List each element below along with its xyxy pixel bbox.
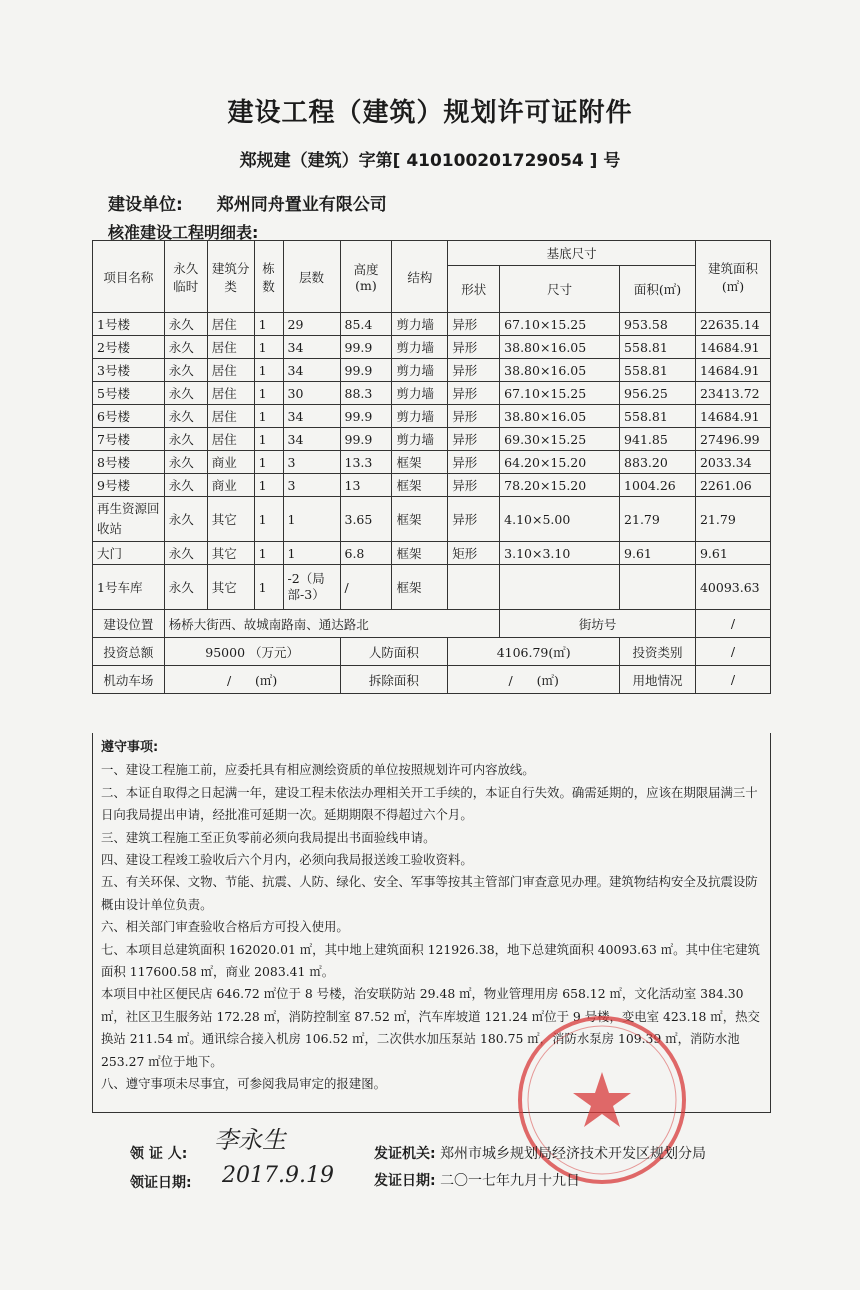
- header-struct: 结构: [392, 241, 448, 313]
- project-detail-table: [92, 240, 771, 694]
- cell-name: 7号楼: [93, 428, 165, 451]
- cell-name: 3号楼: [93, 359, 165, 382]
- cell-floors: 34: [283, 359, 340, 382]
- cell-name: 2号楼: [93, 336, 165, 359]
- cell-shape: 异形: [448, 313, 500, 336]
- header-shape: 形状: [448, 266, 500, 313]
- table-row: [93, 359, 771, 382]
- cell-shape: 异形: [448, 382, 500, 405]
- cell-shape: 异形: [448, 336, 500, 359]
- cell-floors: -2（局部-3）: [283, 565, 340, 610]
- cell-total: 21.79: [695, 497, 770, 542]
- cell-size: 4.10×5.00: [500, 497, 620, 542]
- cell-height: 3.65: [340, 497, 392, 542]
- cell-area: 956.25: [620, 382, 696, 405]
- cell-perm: 永久: [164, 382, 207, 405]
- cell-area: 558.81: [620, 405, 696, 428]
- cell-area: 941.85: [620, 428, 696, 451]
- cell-cat: 居住: [207, 405, 254, 428]
- cell-height: 6.8: [340, 542, 392, 565]
- builder-line: [108, 190, 387, 215]
- rule-item: 本项目中社区便民店 646.72 ㎡位于 8 号楼，治安联防站 29.48 ㎡，物业管理用房 658.12 ㎡，文化活动室 384.30 ㎡，社区卫生服务站 172.28 ㎡，消防控制室 87.52 ㎡，汽车库坡道 121.24 ㎡位于 9 号楼，变电室 423.18 ㎡，热交换站 211.54 ㎡。通讯综合接入机房 106.52 ㎡，二次供水加压泵站 180.75 ㎡，消防水泵房 109.39 ㎡，消防水池 253.27 ㎡位于地下。: [101, 986, 760, 1069]
- cell-floors: 3: [283, 474, 340, 497]
- cell-struct: 框架: [392, 565, 448, 610]
- cell-size: 38.80×16.05: [500, 405, 620, 428]
- table-title: 核准建设工程明细表:: [108, 223, 259, 242]
- cell-total: 27496.99: [695, 428, 770, 451]
- table-row: [93, 336, 771, 359]
- cell-total: 2261.06: [695, 474, 770, 497]
- cell-perm: 永久: [164, 359, 207, 382]
- invest-type-value: /: [695, 638, 770, 666]
- cell-area: 558.81: [620, 336, 696, 359]
- cell-size: [500, 565, 620, 610]
- cell-area: [620, 565, 696, 610]
- cell-bldg: 1: [254, 405, 283, 428]
- cell-total: 22635.14: [695, 313, 770, 336]
- cell-area: 883.20: [620, 451, 696, 474]
- document-title: 建设工程（建筑）规划许可证附件: [227, 98, 633, 128]
- cell-shape: 异形: [448, 405, 500, 428]
- table-row: [93, 405, 771, 428]
- location-label: 建设位置: [93, 610, 165, 638]
- cell-perm: 永久: [164, 405, 207, 428]
- cell-name: 6号楼: [93, 405, 165, 428]
- cell-name: 大门: [93, 542, 165, 565]
- header-cat: 建筑分类: [207, 241, 254, 313]
- official-seal-icon: [512, 1010, 692, 1190]
- header-row: [93, 241, 771, 266]
- cell-cat: 其它: [207, 497, 254, 542]
- cell-total: 9.61: [695, 542, 770, 565]
- receiver-line: [130, 1143, 187, 1163]
- receiver-label: 领 证 人:: [130, 1146, 188, 1162]
- cell-cat: 居住: [207, 428, 254, 451]
- cell-name: 5号楼: [93, 382, 165, 405]
- info-row: [93, 610, 771, 638]
- cell-bldg: 1: [254, 359, 283, 382]
- cell-perm: 永久: [164, 565, 207, 610]
- rule-item: 八、遵守事项未尽事宜，可参阅我局审定的报建图。: [101, 1076, 386, 1092]
- location-value: 杨桥大街西、故城南路南、通达路北: [164, 610, 499, 638]
- cell-name: 9号楼: [93, 474, 165, 497]
- cell-height: /: [340, 565, 392, 610]
- cell-bldg: 1: [254, 474, 283, 497]
- header-bldg: 栋数: [254, 241, 283, 313]
- cell-size: 38.80×16.05: [500, 359, 620, 382]
- cell-area: 558.81: [620, 359, 696, 382]
- table-row: [93, 542, 771, 565]
- cell-size: 38.80×16.05: [500, 336, 620, 359]
- cell-height: 13.3: [340, 451, 392, 474]
- cell-shape: 矩形: [448, 542, 500, 565]
- receive-date-label: 领证日期:: [130, 1175, 192, 1191]
- cell-struct: 框架: [392, 497, 448, 542]
- invest-type-label: 投资类别: [620, 638, 696, 666]
- civil-label: 人防面积: [340, 638, 448, 666]
- header-name: 项目名称: [93, 241, 165, 313]
- cell-name: 1号楼: [93, 313, 165, 336]
- rule-item: 四、建设工程竣工验收后六个月内，必须向我局报送竣工验收资料。: [101, 852, 473, 868]
- document-number: 郑规建（建筑）字第[ 410100201729054 ] 号: [239, 151, 621, 171]
- cell-floors: 3: [283, 451, 340, 474]
- info-row: [93, 666, 771, 694]
- cell-bldg: 1: [254, 336, 283, 359]
- info-row: [93, 638, 771, 666]
- issue-date-label: 发证日期:: [374, 1173, 436, 1189]
- cell-struct: 剪力墙: [392, 405, 448, 428]
- demolish-amount: /: [508, 672, 513, 688]
- cell-floors: 29: [283, 313, 340, 336]
- cell-struct: 剪力墙: [392, 382, 448, 405]
- cell-bldg: 1: [254, 428, 283, 451]
- civil-value: 4106.79(㎡): [448, 638, 620, 666]
- cell-struct: 剪力墙: [392, 359, 448, 382]
- header-total: 建筑面积(㎡): [695, 241, 770, 313]
- cell-shape: 异形: [448, 359, 500, 382]
- table-row: [93, 497, 771, 542]
- table-row: [93, 428, 771, 451]
- demolish-unit: (㎡): [536, 672, 559, 688]
- receiver-signature: 李永生: [214, 1126, 286, 1154]
- cell-bldg: 1: [254, 565, 283, 610]
- cell-area: 21.79: [620, 497, 696, 542]
- header-height: 高度(m): [340, 241, 392, 313]
- cell-size: 64.20×15.20: [500, 451, 620, 474]
- table-row: [93, 382, 771, 405]
- header-area: 面积(㎡): [620, 266, 696, 313]
- cell-cat: 商业: [207, 451, 254, 474]
- cell-size: 78.20×15.20: [500, 474, 620, 497]
- builder-name: 郑州同舟置业有限公司: [216, 195, 387, 215]
- cell-name: 8号楼: [93, 451, 165, 474]
- cell-struct: 剪力墙: [392, 336, 448, 359]
- cell-height: 99.9: [340, 336, 392, 359]
- header-size: 尺寸: [500, 266, 620, 313]
- cell-struct: 剪力墙: [392, 428, 448, 451]
- cell-size: 67.10×15.25: [500, 382, 620, 405]
- cell-total: 14684.91: [695, 359, 770, 382]
- cell-perm: 永久: [164, 428, 207, 451]
- rule-item: 七、本项目总建筑面积 162020.01 ㎡，其中地上建筑面积 121926.38，地下总建筑面积 40093.63 ㎡。其中住宅建筑面积 117600.58 ㎡，商业 2083.41 ㎡。: [101, 941, 760, 980]
- parking-value: [164, 666, 340, 694]
- cell-struct: 剪力墙: [392, 313, 448, 336]
- demolish-value: [448, 666, 620, 694]
- cell-total: 23413.72: [695, 382, 770, 405]
- cell-area: 1004.26: [620, 474, 696, 497]
- cell-floors: 34: [283, 428, 340, 451]
- cell-name: 再生资源回收站: [93, 497, 165, 542]
- street-label: 街坊号: [500, 610, 696, 638]
- cell-cat: 居住: [207, 359, 254, 382]
- cell-total: 14684.91: [695, 336, 770, 359]
- parking-label: 机动车场: [93, 666, 165, 694]
- table-row: [93, 565, 771, 610]
- cell-size: 69.30×15.25: [500, 428, 620, 451]
- issuer-name: 郑州市城乡规划局经济技术开发区规划分局: [440, 1146, 707, 1162]
- cell-perm: 永久: [164, 474, 207, 497]
- rules-heading: 遵守事项:: [101, 740, 159, 755]
- cell-height: 88.3: [340, 382, 392, 405]
- table-row: [93, 313, 771, 336]
- invest-value: 95000 （万元）: [164, 638, 340, 666]
- issuer-line: [374, 1143, 706, 1163]
- cell-height: 13: [340, 474, 392, 497]
- cell-bldg: 1: [254, 313, 283, 336]
- demolish-label: 拆除面积: [340, 666, 448, 694]
- cell-shape: [448, 565, 500, 610]
- table-row: [93, 474, 771, 497]
- issue-date-line: [374, 1170, 580, 1190]
- street-value: /: [695, 610, 770, 638]
- land-value: /: [695, 666, 770, 694]
- cell-bldg: 1: [254, 382, 283, 405]
- cell-floors: 34: [283, 405, 340, 428]
- cell-floors: 1: [283, 542, 340, 565]
- cell-struct: 框架: [392, 542, 448, 565]
- cell-bldg: 1: [254, 451, 283, 474]
- cell-height: 99.9: [340, 405, 392, 428]
- header-floors: 层数: [283, 241, 340, 313]
- cell-cat: 其它: [207, 565, 254, 610]
- cell-shape: 异形: [448, 497, 500, 542]
- cell-cat: 居住: [207, 313, 254, 336]
- cell-cat: 商业: [207, 474, 254, 497]
- rule-item: 三、建筑工程施工至正负零前必须向我局提出书面验线申请。: [101, 829, 436, 845]
- cell-cat: 其它: [207, 542, 254, 565]
- header-base: 基底尺寸: [448, 241, 696, 266]
- rule-item: 二、本证自取得之日起满一年，建设工程未依法办理相关开工手续的，本证自行失效。确需延期的，应该在期限届满三十日向我局提出申请，经批准可延期一次。延期期限不得超过六个月。: [101, 784, 758, 823]
- cell-area: 9.61: [620, 542, 696, 565]
- cell-perm: 永久: [164, 313, 207, 336]
- cell-floors: 1: [283, 497, 340, 542]
- rule-item: 一、建设工程施工前，应委托具有相应测绘资质的单位按照规划许可内容放线。: [101, 762, 535, 778]
- cell-perm: 永久: [164, 542, 207, 565]
- cell-size: 67.10×15.25: [500, 313, 620, 336]
- issue-date: 二〇一七年九月十九日: [440, 1173, 581, 1189]
- receive-date-line: [130, 1172, 192, 1192]
- cell-floors: 34: [283, 336, 340, 359]
- cell-height: 99.9: [340, 428, 392, 451]
- cell-height: 85.4: [340, 313, 392, 336]
- parking-amount: /: [226, 672, 232, 688]
- cell-shape: 异形: [448, 451, 500, 474]
- cell-bldg: 1: [254, 542, 283, 565]
- parking-unit: (㎡): [255, 672, 278, 688]
- cell-struct: 框架: [392, 474, 448, 497]
- cell-perm: 永久: [164, 451, 207, 474]
- cell-total: 2033.34: [695, 451, 770, 474]
- cell-total: 14684.91: [695, 405, 770, 428]
- cell-perm: 永久: [164, 497, 207, 542]
- builder-label: 建设单位:: [108, 195, 183, 215]
- cell-cat: 居住: [207, 382, 254, 405]
- cell-area: 953.58: [620, 313, 696, 336]
- cell-total: 40093.63: [695, 565, 770, 610]
- land-label: 用地情况: [620, 666, 696, 694]
- cell-cat: 居住: [207, 336, 254, 359]
- cell-bldg: 1: [254, 497, 283, 542]
- cell-name: 1号车库: [93, 565, 165, 610]
- cell-floors: 30: [283, 382, 340, 405]
- cell-size: 3.10×3.10: [500, 542, 620, 565]
- cell-shape: 异形: [448, 474, 500, 497]
- table-row: [93, 451, 771, 474]
- issuer-label: 发证机关:: [374, 1146, 436, 1162]
- receive-date-signature: 2017.9.19: [222, 1163, 334, 1188]
- invest-label: 投资总额: [93, 638, 165, 666]
- header-perm: 永久临时: [164, 241, 207, 313]
- cell-perm: 永久: [164, 336, 207, 359]
- cell-shape: 异形: [448, 428, 500, 451]
- rule-item: 六、相关部门审查验收合格后方可投入使用。: [101, 919, 349, 935]
- cell-struct: 框架: [392, 451, 448, 474]
- cell-height: 99.9: [340, 359, 392, 382]
- rule-item: 五、有关环保、文物、节能、抗震、人防、绿化、安全、军事等按其主管部门审查意见办理。建筑物结构安全及抗震设防概由设计单位负责。: [101, 874, 758, 912]
